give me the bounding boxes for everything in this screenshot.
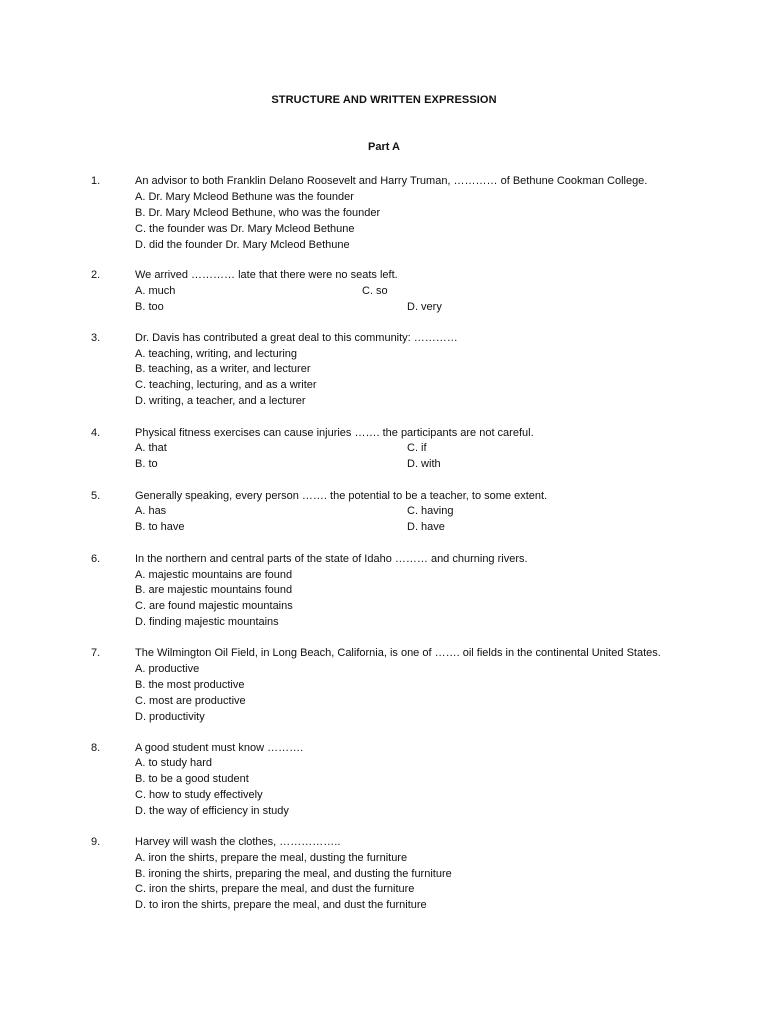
question-number: 1. xyxy=(91,175,101,187)
question-stem: A good student must know ………. xyxy=(135,742,304,754)
option-c: C. so xyxy=(362,285,388,297)
question-stem: In the northern and central parts of the state of Idaho ……… and churning rivers. xyxy=(135,553,528,565)
option-c: C. are found majestic mountains xyxy=(135,600,293,612)
option-b: B. too xyxy=(135,301,164,313)
question-stem: Dr. Davis has contributed a great deal to this community: ………… xyxy=(135,332,458,344)
option-c: C. most are productive xyxy=(135,695,246,707)
option-b: B. are majestic mountains found xyxy=(135,584,293,596)
option-b: B. to xyxy=(135,458,158,470)
option-c: C. the founder was Dr. Mary Mcleod Bethune xyxy=(135,223,355,235)
option-d: D. writing, a teacher, and a lecturer xyxy=(135,395,306,407)
option-b: B. to be a good student xyxy=(135,773,249,785)
option-a: A. that xyxy=(135,442,167,454)
question-stem: We arrived ………… late that there were no seats left. xyxy=(135,269,398,281)
option-a: A. productive xyxy=(135,663,200,675)
part-heading: Part A xyxy=(368,141,400,153)
question-number: 8. xyxy=(91,742,101,754)
option-b: B. Dr. Mary Mcleod Bethune, who was the founder xyxy=(135,207,381,219)
option-b: B. ironing the shirts, preparing the meal, and dusting the furniture xyxy=(135,868,452,880)
question-stem: The Wilmington Oil Field, in Long Beach, California, is one of ……. oil fields in the continental United States. xyxy=(135,647,661,659)
option-d: D. the way of efficiency in study xyxy=(135,805,289,817)
question-stem: Physical fitness exercises can cause injuries ……. the participants are not careful. xyxy=(135,427,534,439)
question-number: 2. xyxy=(91,269,101,281)
option-a: A. teaching, writing, and lecturing xyxy=(135,348,298,360)
option-d: D. have xyxy=(407,521,445,533)
question-number: 4. xyxy=(91,427,101,439)
question-number: 6. xyxy=(91,553,101,565)
option-c: C. how to study effectively xyxy=(135,789,263,801)
question-stem: Generally speaking, every person ……. the potential to be a teacher, to some extent. xyxy=(135,490,548,502)
document-title: STRUCTURE AND WRITTEN EXPRESSION xyxy=(271,94,497,106)
option-a: A. Dr. Mary Mcleod Bethune was the founder xyxy=(135,191,354,203)
option-a: A. to study hard xyxy=(135,757,213,769)
option-a: A. has xyxy=(135,505,167,517)
question-number: 5. xyxy=(91,490,101,502)
option-d: D. finding majestic mountains xyxy=(135,616,279,628)
option-d: D. very xyxy=(407,301,442,313)
option-d: D. productivity xyxy=(135,711,205,723)
question-number: 3. xyxy=(91,332,101,344)
option-b: B. the most productive xyxy=(135,679,245,691)
option-c: C. if xyxy=(407,442,427,454)
option-c: C. iron the shirts, prepare the meal, and dust the furniture xyxy=(135,883,415,895)
option-b: B. to have xyxy=(135,521,185,533)
option-d: D. with xyxy=(407,458,441,470)
question-stem: An advisor to both Franklin Delano Roosevelt and Harry Truman, ………… of Bethune Cookman College. xyxy=(135,175,648,187)
option-c: C. having xyxy=(407,505,454,517)
option-d: D. to iron the shirts, prepare the meal, and dust the furniture xyxy=(135,899,427,911)
question-number: 7. xyxy=(91,647,101,659)
option-b: B. teaching, as a writer, and lecturer xyxy=(135,363,311,375)
option-a: A. much xyxy=(135,285,176,297)
option-a: A. iron the shirts, prepare the meal, dusting the furniture xyxy=(135,852,408,864)
option-a: A. majestic mountains are found xyxy=(135,569,293,581)
question-number: 9. xyxy=(91,836,101,848)
question-stem: Harvey will wash the clothes, …………….. xyxy=(135,836,341,848)
option-d: D. did the founder Dr. Mary Mcleod Bethune xyxy=(135,239,350,251)
option-c: C. teaching, lecturing, and as a writer xyxy=(135,379,317,391)
